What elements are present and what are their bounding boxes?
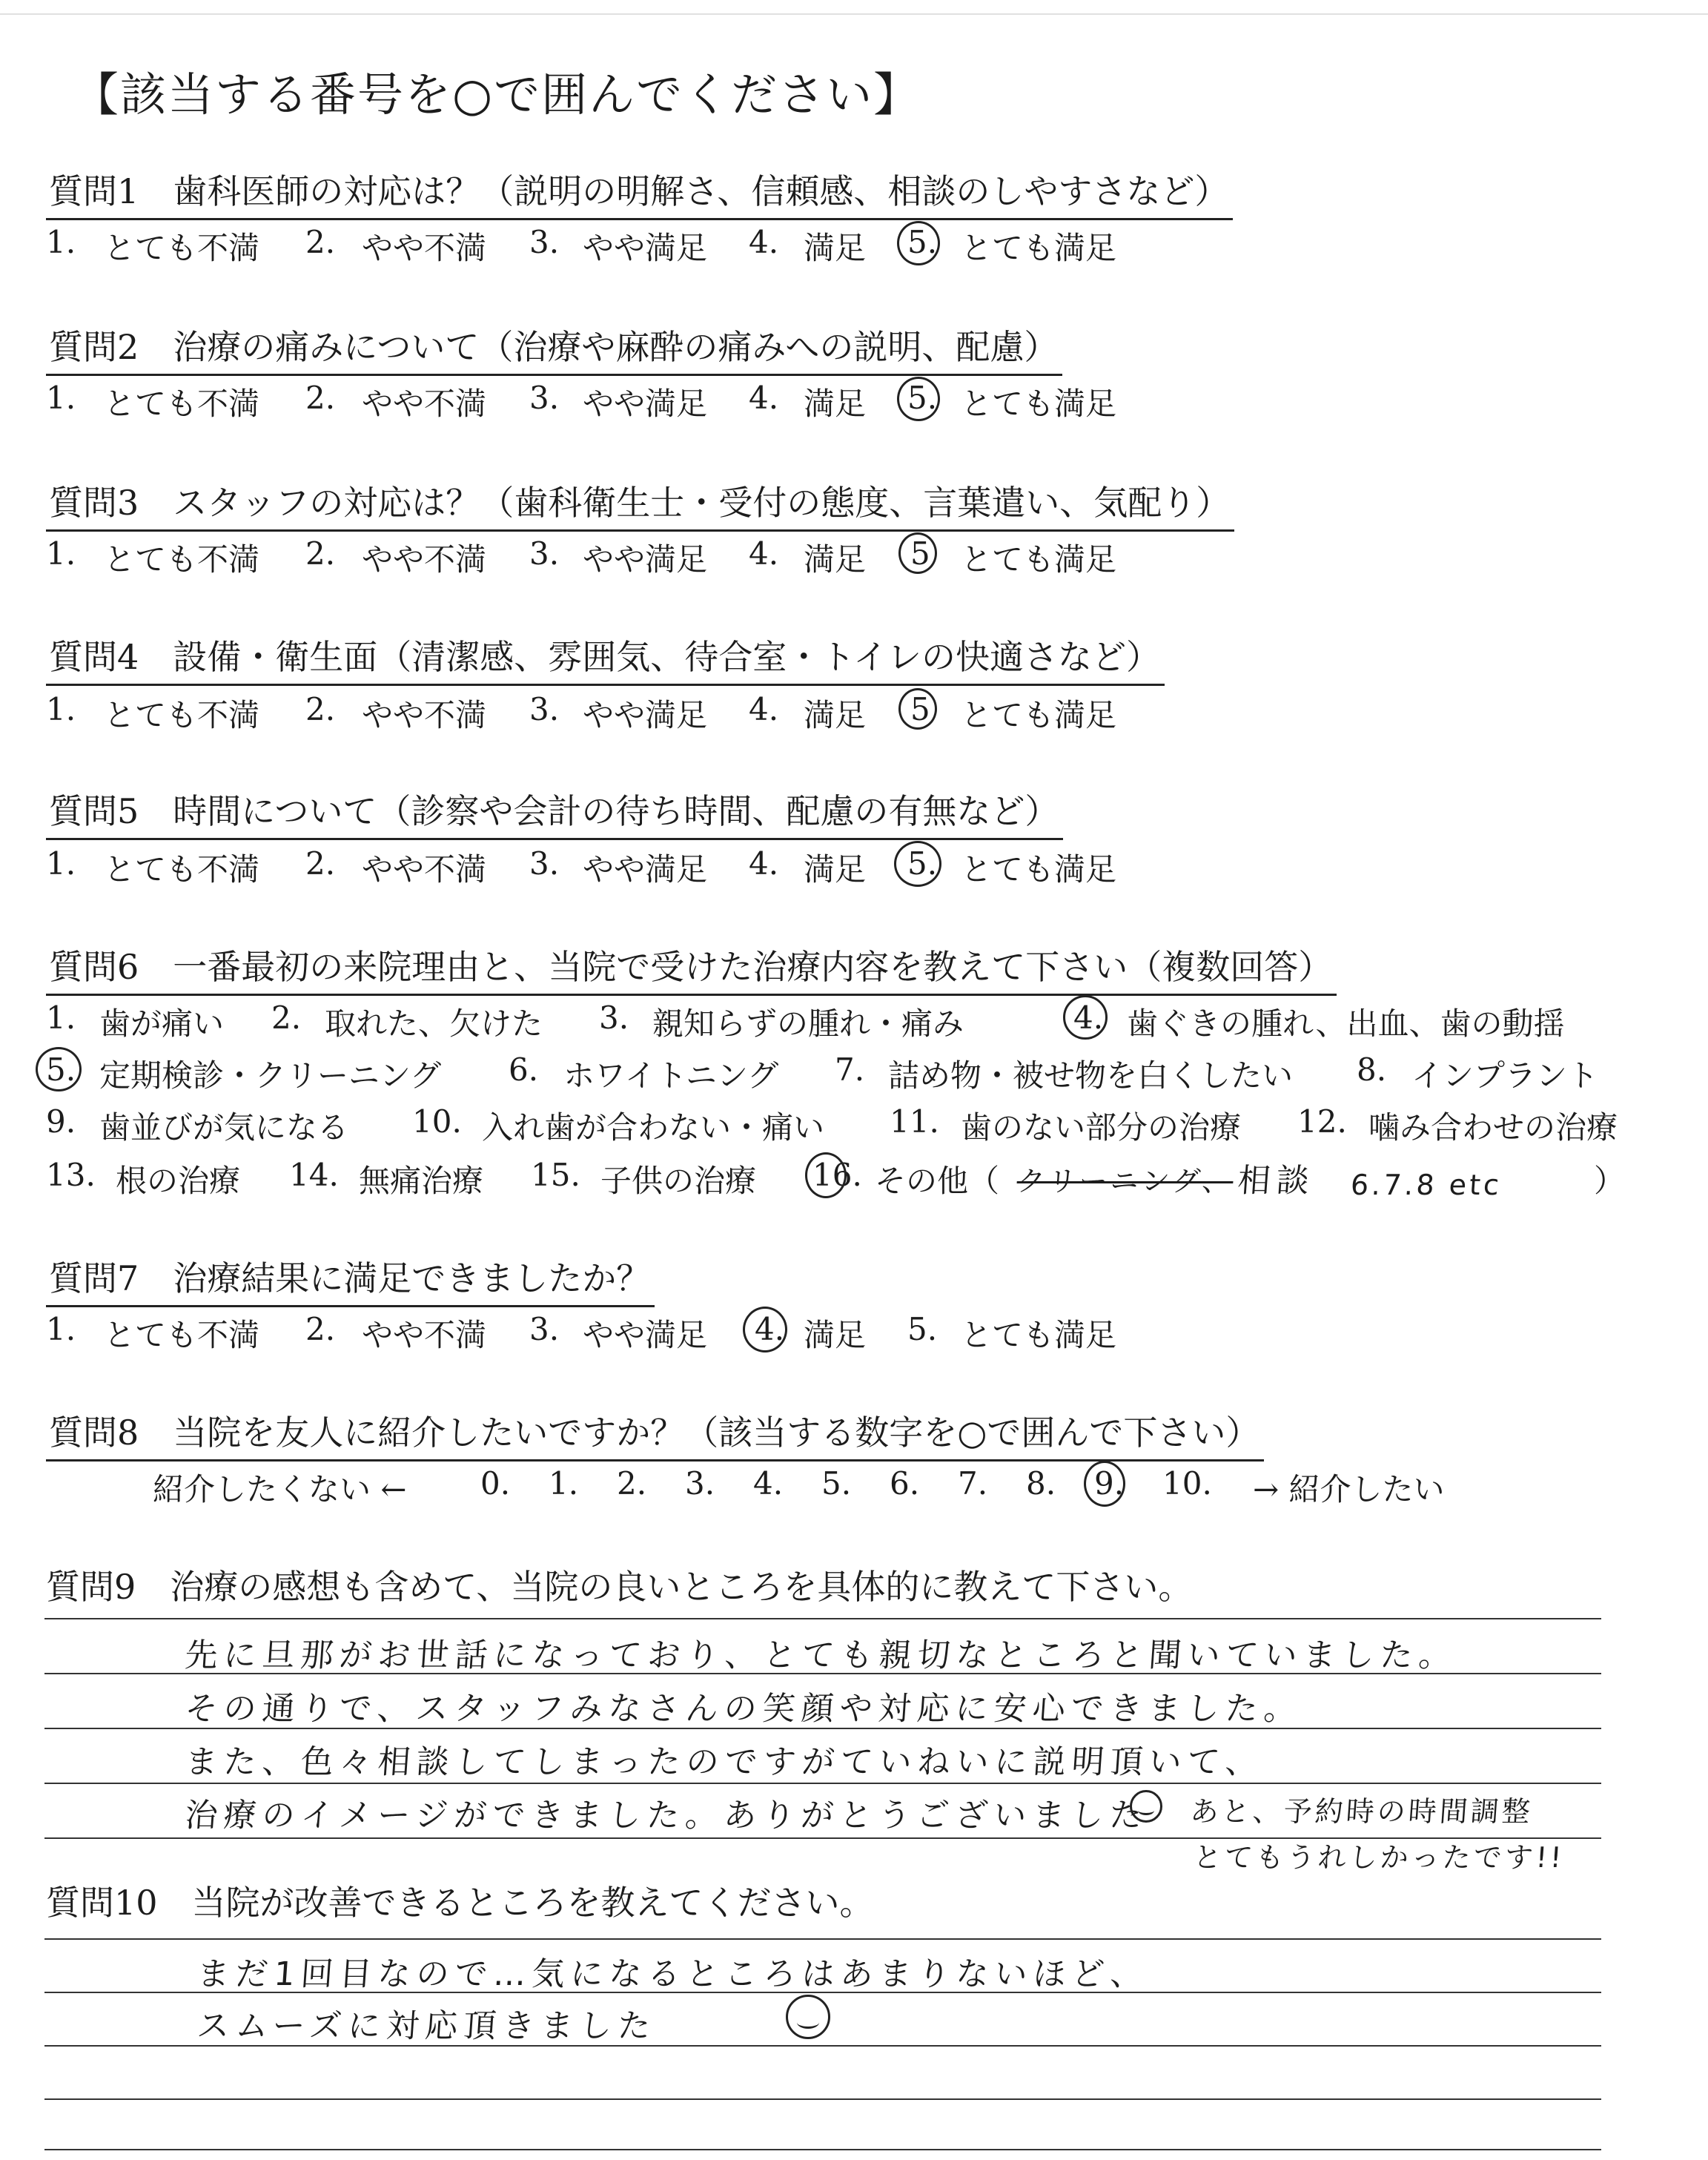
option-number: 1. <box>46 1311 76 1347</box>
option-label: とても満足 <box>961 1317 1117 1353</box>
option-number: 2. <box>305 380 336 416</box>
selection-circle <box>36 1047 82 1091</box>
option-label: 歯並びが気になる <box>99 1109 349 1146</box>
handwritten-answer-line: 先に旦那がお世話になっており、とても親切なところと聞いていました。 <box>183 1636 1459 1674</box>
question-5-title: 質問5 時間について（診察や会計の待ち時間、配慮の有無など） <box>46 785 1063 840</box>
option-number: 4. <box>749 224 779 260</box>
option-label: やや不満 <box>362 697 487 733</box>
option-label: やや満足 <box>583 230 708 266</box>
scale-value: 3. <box>685 1465 715 1502</box>
option-label: 詰め物・被せ物を白くしたい <box>888 1057 1294 1094</box>
option-number: 13. <box>46 1157 96 1193</box>
option-number: 6. <box>509 1051 539 1088</box>
option-label: とても不満 <box>104 541 260 578</box>
option-number: 5. <box>46 1051 76 1088</box>
option-number: 3. <box>529 845 560 882</box>
option-label: やや満足 <box>583 541 708 578</box>
option-label: 歯が痛い <box>99 1005 225 1042</box>
answer-line <box>44 1783 1601 1784</box>
scale-value: 0. <box>480 1465 511 1502</box>
scale-value: 6. <box>890 1465 920 1502</box>
question-6-title: 質問6 一番最初の来院理由と、当院で受けた治療内容を教えて下さい（複数回答） <box>46 940 1337 996</box>
option-number: 3. <box>599 1000 629 1036</box>
option-number: 3. <box>529 380 560 416</box>
option-label: 満足 <box>804 851 867 888</box>
option-number: 2. <box>305 1311 336 1347</box>
option-label: とても不満 <box>104 851 260 888</box>
selection-circle <box>1084 1461 1125 1507</box>
option-label: 満足 <box>804 697 867 733</box>
option-number: 4. <box>749 845 779 882</box>
option-label: 満足 <box>804 386 867 422</box>
option-label: 無痛治療 <box>359 1163 484 1199</box>
option-number: 4. <box>749 691 779 727</box>
option-label: やや満足 <box>583 851 708 888</box>
option-number: 9. <box>46 1103 76 1140</box>
selection-circle <box>1063 995 1108 1040</box>
option-label: とても不満 <box>104 230 260 266</box>
option-number: 14. <box>289 1157 339 1193</box>
option-number: 3. <box>529 224 560 260</box>
option-number: 2. <box>305 224 336 260</box>
option-number: 2. <box>271 1000 302 1036</box>
option-label: その他（ <box>875 1163 1000 1199</box>
selection-circle <box>897 221 940 265</box>
option-label: とても不満 <box>104 386 260 422</box>
selection-circle <box>898 688 937 730</box>
option-label: やや不満 <box>362 541 487 578</box>
sheet-title: 【該当する番号を○で囲んでください】 <box>73 67 921 122</box>
option-label: 歯ぐきの腫れ、出血、歯の動揺 <box>1127 1005 1565 1042</box>
option-label: やや不満 <box>362 851 487 888</box>
question-9-title: 質問9 治療の感想も含めて、当院の良いところを具体的に教えて下さい。 <box>46 1567 1193 1607</box>
option-number: 4. <box>1073 1000 1104 1036</box>
option-label: 根の治療 <box>116 1163 241 1199</box>
handwritten-note: 6.7.8 etc <box>1349 1169 1503 1201</box>
option-label: 歯のない部分の治療 <box>961 1109 1242 1146</box>
smiley-icon <box>1130 1790 1162 1823</box>
option-number: 12. <box>1297 1103 1347 1140</box>
option-label: 満足 <box>804 541 867 578</box>
option-label: 取れた、欠けた <box>325 1005 543 1042</box>
option-number: 1. <box>46 535 76 572</box>
option-label: やや満足 <box>583 697 708 733</box>
handwritten-side-note: あと、予約時の時間調整 <box>1189 1795 1535 1828</box>
option-label: とても不満 <box>104 1317 260 1353</box>
option-label: 親知らずの腫れ・痛み <box>652 1005 964 1042</box>
option-label: とても不満 <box>104 697 260 733</box>
option-number: 2. <box>305 535 336 572</box>
smiley-icon <box>786 1995 830 2039</box>
option-number: 5. <box>907 1311 938 1347</box>
scale-left-label: 紹介したくない ← <box>153 1471 407 1507</box>
option-number: 1. <box>46 1000 76 1036</box>
option-label: 満足 <box>804 230 867 266</box>
option-label: やや満足 <box>583 386 708 422</box>
option-number: 2. <box>305 845 336 882</box>
answer-line <box>44 1618 1601 1619</box>
option-number: 4. <box>755 1311 785 1347</box>
selection-circle <box>894 841 941 887</box>
handwritten-answer-line: その通りで、スタッフみなさんの笑顔や対応に安心できました。 <box>183 1690 1304 1728</box>
option-label: やや不満 <box>362 1317 487 1353</box>
option-number: 2. <box>305 691 336 727</box>
scale-value: 9. <box>1094 1465 1125 1502</box>
handwritten-answer-line: まだ1回目なので…気になるところはあまりないほど、 <box>195 1955 1151 1993</box>
answer-line <box>44 1938 1601 1940</box>
option-number: 1. <box>46 691 76 727</box>
option-label: 満足 <box>804 1317 867 1353</box>
question-7-title: 質問7 治療結果に満足できましたか？ <box>46 1252 655 1307</box>
question-10-title: 質問10 当院が改善できるところを教えてください。 <box>46 1883 874 1923</box>
handwritten-other: 相談 <box>1236 1162 1317 1200</box>
option-label: インプラント <box>1411 1057 1599 1094</box>
scale-value: 10. <box>1162 1465 1212 1502</box>
option-label: とても満足 <box>961 230 1117 266</box>
option-label: 噛み合わせの治療 <box>1368 1109 1618 1146</box>
scale-value: 8. <box>1026 1465 1056 1502</box>
scale-value: 1. <box>549 1465 579 1502</box>
option-number: 16. <box>812 1157 862 1193</box>
option-label: 定期検診・クリーニング <box>99 1057 442 1094</box>
answer-line <box>44 2149 1601 2150</box>
answer-line <box>44 2098 1601 2100</box>
option-number: 4. <box>749 380 779 416</box>
scale-value: 7. <box>958 1465 988 1502</box>
question-4-title: 質問4 設備・衛生面（清潔感、雰囲気、待合室・トイレの快適さなど） <box>46 630 1165 686</box>
option-label: やや不満 <box>362 386 487 422</box>
option-number: 3. <box>529 1311 560 1347</box>
handwritten-answer-line: 治療のイメージができました。ありがとうございました <box>183 1797 1150 1834</box>
option-number: 5. <box>907 224 938 260</box>
option-number: 1. <box>46 845 76 882</box>
option-number: 3. <box>529 691 560 727</box>
option-number: 11. <box>890 1103 939 1140</box>
scale-value: 5. <box>821 1465 852 1502</box>
handwritten-answer-line: スムーズに対応頂きました <box>195 2007 658 2045</box>
option-number: 8. <box>1357 1051 1387 1088</box>
paren-close: ） <box>1594 1163 1626 1199</box>
selection-circle <box>898 532 937 574</box>
question-2-title: 質問2 治療の痛みについて（治療や麻酔の痛みへの説明、配慮） <box>46 320 1062 376</box>
scale-right-label: → 紹介したい <box>1253 1471 1445 1507</box>
option-number: 7. <box>835 1051 865 1088</box>
scale-value: 2. <box>617 1465 647 1502</box>
question-1-title: 質問1 歯科医師の対応は？（説明の明解さ、信頼感、相談のしやすさなど） <box>46 165 1233 220</box>
option-label: とても満足 <box>961 386 1117 422</box>
option-label: 子供の治療 <box>600 1163 757 1199</box>
option-label: とても満足 <box>961 697 1117 733</box>
option-label: やや満足 <box>583 1317 708 1353</box>
question-3-title: 質問3 スタッフの対応は？（歯科衛生士・受付の態度、言葉遣い、気配り） <box>46 476 1234 532</box>
handwritten-side-note: とてもうれしかったです!! <box>1192 1841 1566 1874</box>
option-number: 5 <box>910 691 930 727</box>
option-label: 入れ歯が合わない・痛い <box>482 1109 825 1146</box>
option-label: ホワイトニング <box>563 1057 779 1094</box>
option-number: 10. <box>412 1103 462 1140</box>
struck-handwriting: クリーニング、 <box>1016 1165 1235 1198</box>
selection-circle <box>805 1152 847 1198</box>
option-number: 3. <box>529 535 560 572</box>
option-label: とても満足 <box>961 541 1117 578</box>
question-8-title: 質問8 当院を友人に紹介したいですか？（該当する数字を○で囲んで下さい） <box>46 1406 1264 1462</box>
option-number: 4. <box>749 535 779 572</box>
option-number: 15. <box>531 1157 580 1193</box>
option-number: 5 <box>910 535 930 572</box>
option-number: 1. <box>46 380 76 416</box>
top-border <box>0 13 1708 15</box>
option-label: やや不満 <box>362 230 487 266</box>
handwritten-answer-line: また、色々相談してしまったのですがていねいに説明頂いて、 <box>183 1743 1265 1781</box>
scale-value: 4. <box>753 1465 784 1502</box>
selection-circle <box>743 1307 787 1353</box>
option-label: とても満足 <box>961 851 1117 888</box>
option-number: 5. <box>907 380 938 416</box>
option-number: 1. <box>46 224 76 260</box>
option-number: 5. <box>907 845 938 882</box>
selection-circle <box>897 377 940 421</box>
